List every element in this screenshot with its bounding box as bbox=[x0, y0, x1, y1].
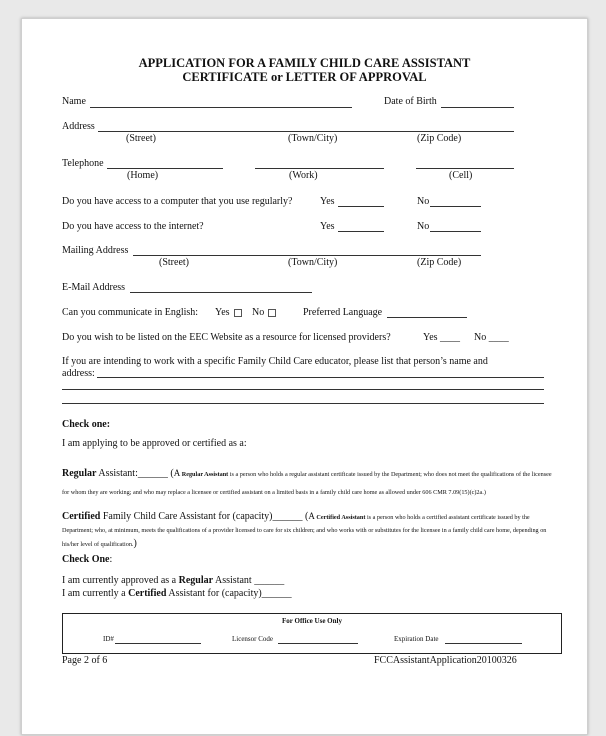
office-id-label: ID# bbox=[103, 635, 114, 643]
mailing-address-field[interactable] bbox=[133, 255, 481, 256]
name-field[interactable] bbox=[90, 107, 352, 108]
preferred-language-label: Preferred Language bbox=[303, 307, 383, 318]
certified-capacity-blank[interactable]: Family Child Care Assistant for (capacity)______ bbox=[100, 511, 303, 522]
dob-label: Date of Birth bbox=[384, 96, 437, 107]
regular-assistant-option: Regular Assistant:______ (A Regular Assistant is a person who holds a regular assistant certificate issued by the Department; who does not meet the qualifications of the licensee for whom they are working; and who may replace a licensee or certified assistant on a limited basis in a family child care home as allowed under 606 CMR 7.09(15)(c)2a.) bbox=[62, 468, 552, 496]
name-label: Name bbox=[62, 96, 86, 107]
current-certified-line[interactable]: I am currently a Certified Assistant for (capacity)______ bbox=[62, 588, 292, 599]
applying-intro: I am applying to be approved or certified as a: bbox=[62, 438, 247, 449]
form-title-line1: APPLICATION FOR A FAMILY CHILD CARE ASSISTANT bbox=[138, 56, 471, 70]
eec-question: Do you wish to be listed on the EEC Website as a resource for licensed providers? bbox=[62, 332, 391, 343]
computer-yes-field[interactable] bbox=[338, 206, 384, 207]
english-no-label: No bbox=[252, 307, 265, 318]
eec-yes-option[interactable]: Yes ____ bbox=[423, 332, 461, 343]
form-title-line2: CERTIFICATE or LETTER OF APPROVAL bbox=[182, 70, 427, 84]
email-label: E-Mail Address bbox=[62, 282, 126, 293]
office-licensor-label: Licensor Code bbox=[232, 635, 274, 643]
educator-address-label: address: bbox=[62, 368, 95, 379]
telephone-home-field[interactable] bbox=[107, 168, 223, 169]
check-one-heading: Check one: bbox=[62, 419, 111, 430]
computer-yes-label: Yes bbox=[320, 196, 335, 207]
telephone-cell-caption: (Cell) bbox=[449, 170, 473, 181]
address-town-caption: (Town/City) bbox=[288, 133, 338, 144]
internet-question: Do you have access to the internet? bbox=[62, 221, 204, 232]
certified-assistant-description: is a person who holds a certified assistant certificate issued by the Department; who, at minimum, meets the qualifications of a provider licensed to care for six children; and who works with or substitutes for the licensee in a family child care home, depending on his/her level of qualification. bbox=[62, 514, 547, 548]
english-question: Can you communicate in English: bbox=[62, 307, 199, 318]
address-field[interactable] bbox=[98, 131, 514, 132]
telephone-work-field[interactable] bbox=[255, 168, 384, 169]
mailing-street-caption: (Street) bbox=[159, 257, 189, 268]
eec-no-option[interactable]: No ____ bbox=[474, 332, 509, 343]
application-page bbox=[21, 18, 588, 735]
address-label: Address bbox=[62, 121, 95, 132]
page-number: Page 2 of 6 bbox=[62, 655, 108, 666]
computer-no-label: No bbox=[417, 196, 430, 207]
internet-no-label: No bbox=[417, 221, 430, 232]
internet-yes-label: Yes bbox=[320, 221, 335, 232]
address-street-caption: (Street) bbox=[126, 133, 156, 144]
office-use-title: For Office Use Only bbox=[282, 617, 342, 625]
internet-yes-field[interactable] bbox=[338, 231, 384, 232]
office-use-box bbox=[62, 613, 562, 654]
educator-line-1[interactable] bbox=[97, 377, 544, 378]
regular-assistant-blank[interactable]: Assistant:______ bbox=[96, 468, 168, 479]
current-regular-line[interactable]: I am currently approved as a Regular Assistant ______ bbox=[62, 575, 285, 586]
educator-question: If you are intending to work with a specific Family Child Care educator, please list that person’s name and bbox=[62, 356, 488, 367]
computer-no-field[interactable] bbox=[430, 206, 481, 207]
regular-bold-label: Regular bbox=[62, 468, 97, 479]
dob-field[interactable] bbox=[441, 107, 514, 108]
mailing-address-label: Mailing Address bbox=[62, 245, 129, 256]
english-yes-checkbox[interactable] bbox=[234, 309, 242, 317]
mailing-zip-caption: (Zip Code) bbox=[417, 257, 462, 268]
regular-assistant-description: is a person who holds a regular assistant certificate issued by the Department; who does not meet the qualifications of the licensee for whom they are working; and who may replace a licensee or certified assistant on a limited basis in a family child care home as allowed under 606 CMR 7.09(15)(c)2a.) bbox=[62, 471, 552, 496]
preferred-language-field[interactable] bbox=[387, 317, 467, 318]
address-zip-caption: (Zip Code) bbox=[417, 133, 462, 144]
english-no-checkbox[interactable] bbox=[268, 309, 276, 317]
mailing-town-caption: (Town/City) bbox=[288, 257, 338, 268]
check-one-current-heading: Check One: bbox=[62, 554, 113, 565]
english-yes-label: Yes bbox=[215, 307, 230, 318]
educator-line-2[interactable] bbox=[62, 389, 544, 390]
office-id-field[interactable] bbox=[115, 643, 201, 644]
educator-line-3[interactable] bbox=[62, 403, 544, 404]
email-field[interactable] bbox=[130, 292, 312, 293]
office-licensor-field[interactable] bbox=[278, 643, 358, 644]
office-expiration-label: Expiration Date bbox=[394, 635, 439, 643]
certified-assistant-option: Certified Family Child Care Assistant for (capacity)______ (A Certified Assistant is a person who holds a certified assistant certificate issued by the Department; who, at minimum, meets the qualifications of a provider licensed to care for six children; and who works with or substitutes for the licensee in a family child care home, depending on his/her level of qualification.) bbox=[62, 511, 547, 549]
telephone-home-caption: (Home) bbox=[127, 170, 159, 181]
internet-no-field[interactable] bbox=[430, 231, 481, 232]
office-expiration-field[interactable] bbox=[445, 643, 522, 644]
document-code: FCCAssistantApplication20100326 bbox=[374, 655, 517, 666]
telephone-cell-field[interactable] bbox=[416, 168, 514, 169]
certified-bold-label: Certified bbox=[62, 511, 101, 522]
telephone-work-caption: (Work) bbox=[289, 170, 318, 181]
telephone-label: Telephone bbox=[62, 158, 104, 169]
computer-question: Do you have access to a computer that you use regularly? bbox=[62, 196, 293, 207]
